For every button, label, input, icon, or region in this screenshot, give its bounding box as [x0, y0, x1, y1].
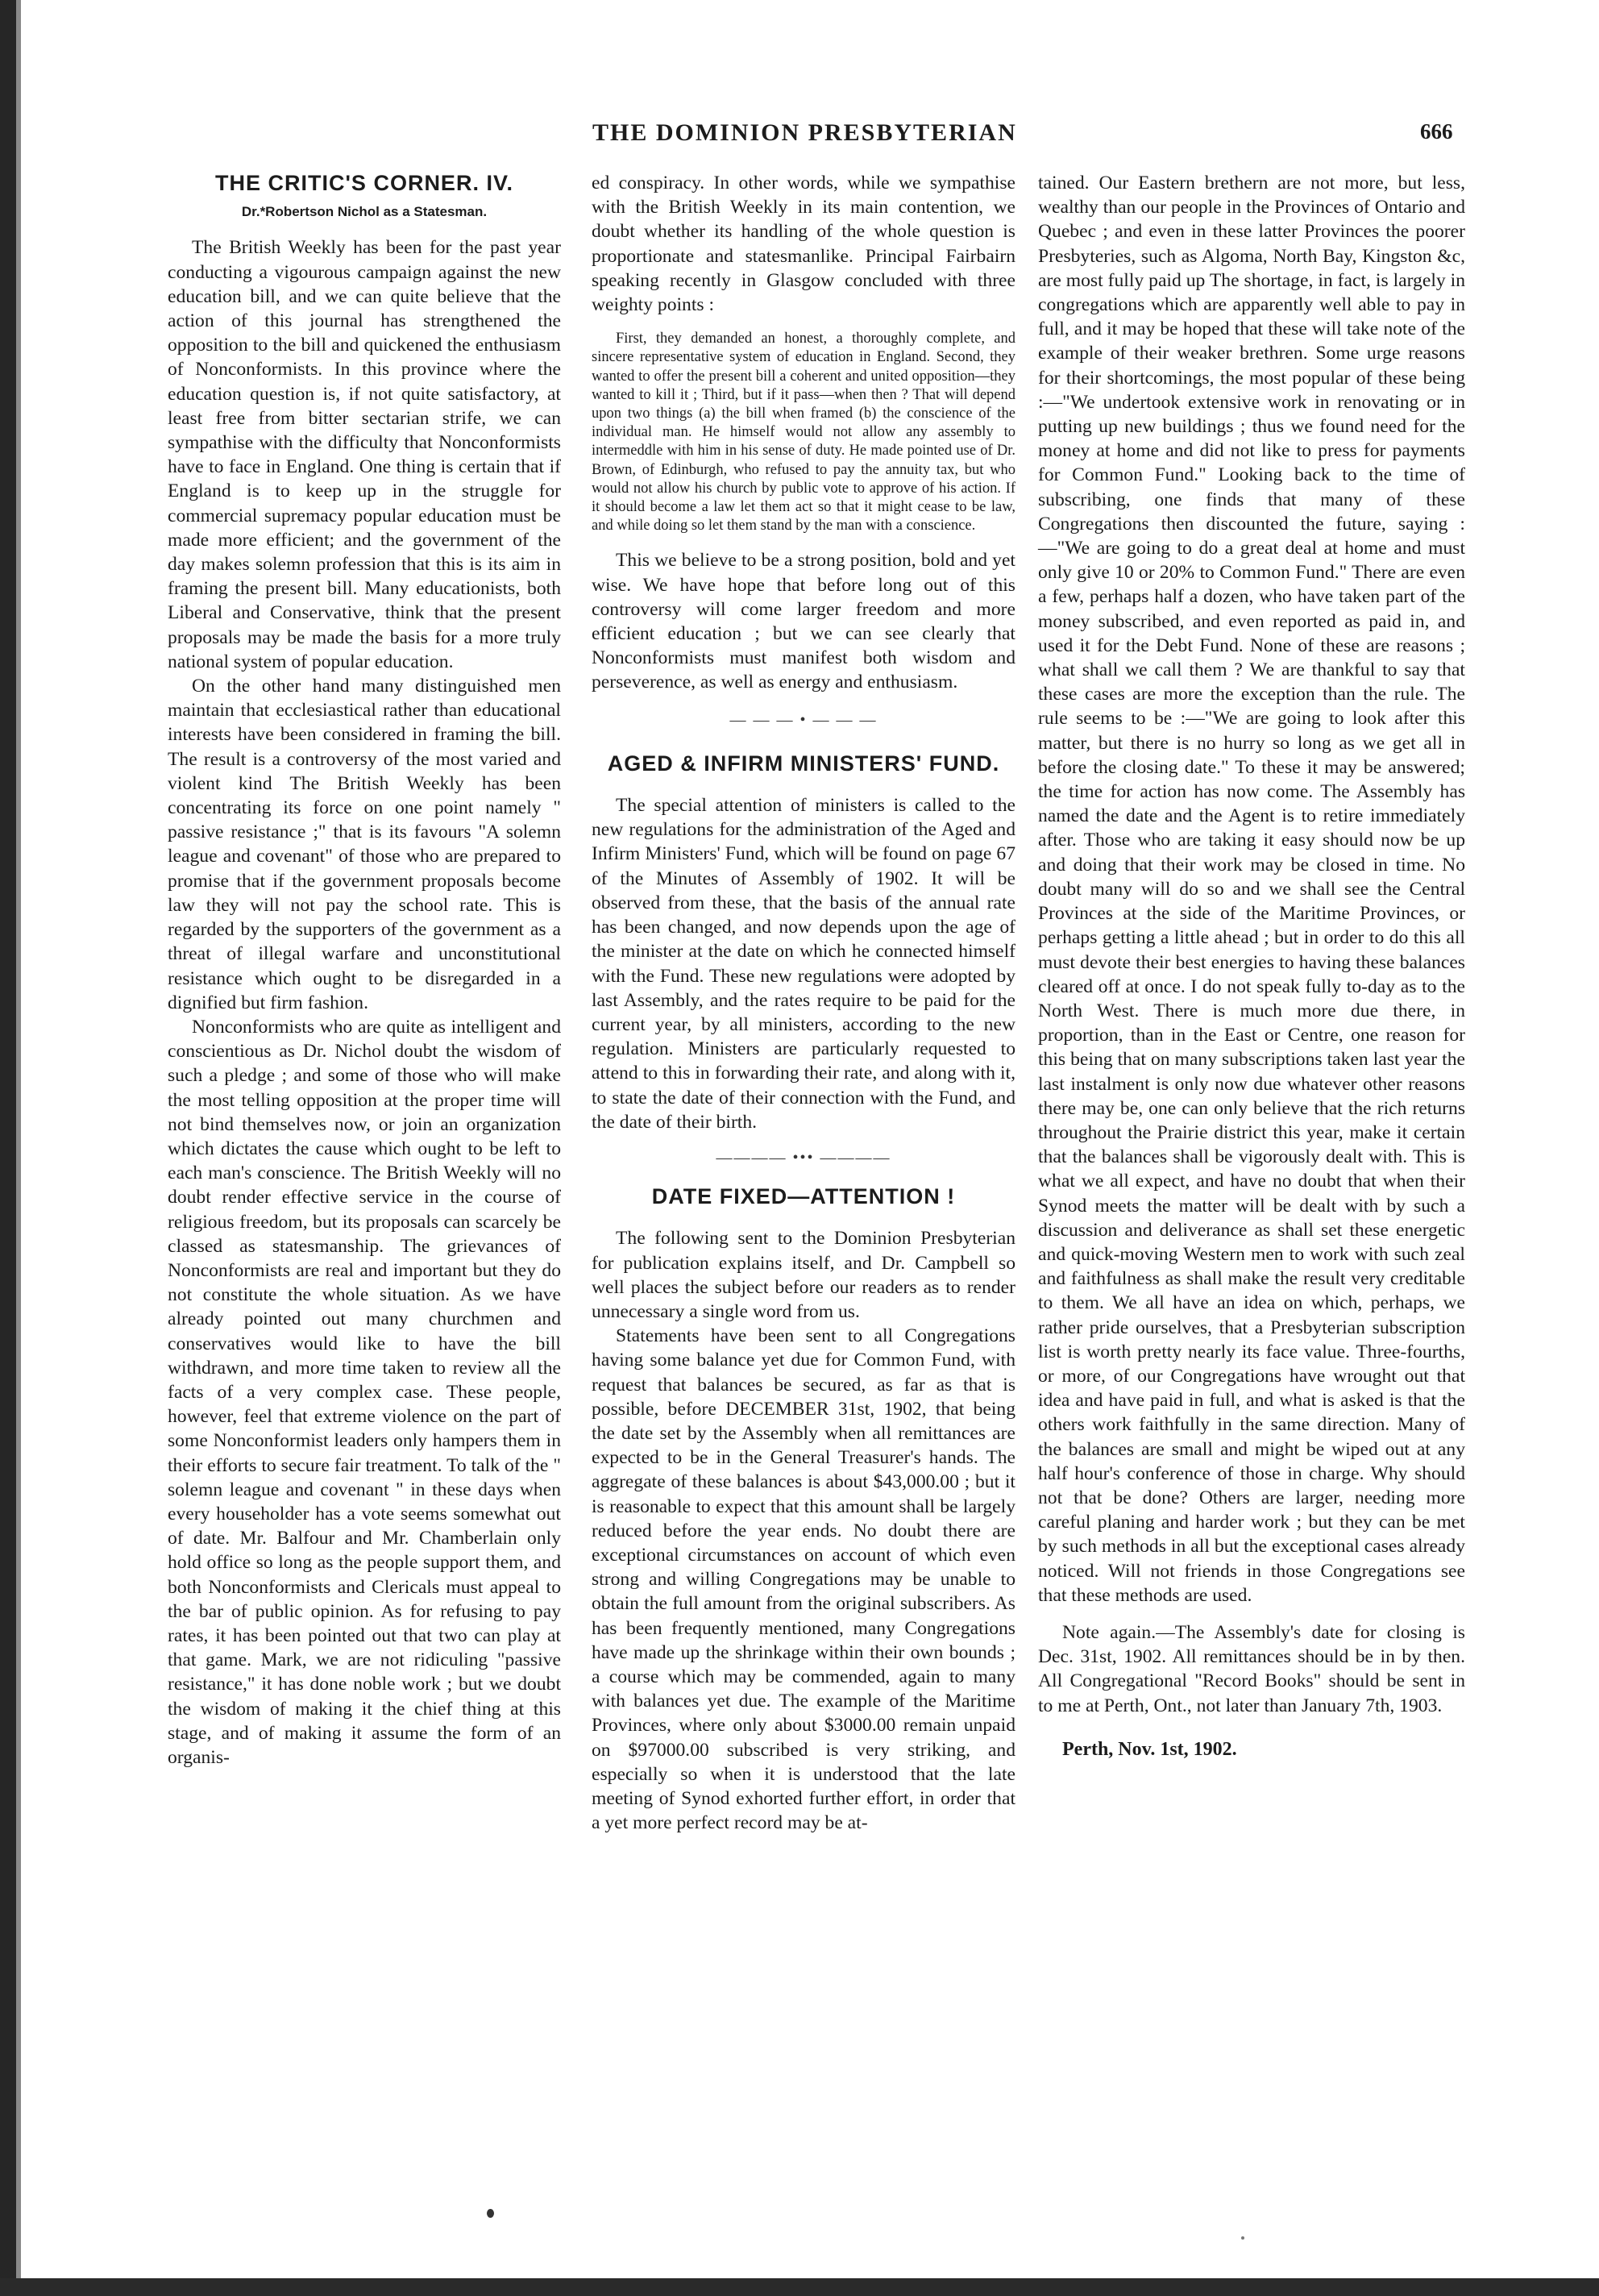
- print-speck: [1241, 2236, 1244, 2240]
- block-quote: First, they demanded an honest, a thoroughly complete, and sincere representative system of education in England. Second, they wanted to offer the present bill a coherent and united opposition—they wanted to kill it ; Third, but if it pass—when then ? That will depend upon two things (a) the bill when framed (b) the conscience of the individual man. He himself would not allow any assembly to intermeddle with him in his sense of duty. He made pointed use of Dr. Brown, of Edinburgh, who refused to pay the annuity tax, but who would not allow his church by public vote to approve of his action. If it should become a law let them act so that it might cease to be law, and while doing so let them stand by the man with a conscience.: [592, 331, 1015, 534]
- article-heading-aged-infirm-fund: AGED & INFIRM MINISTERS' FUND.: [607, 751, 1000, 776]
- paragraph: The special attention of ministers is called to the new regulations for the administration of the Aged and Infirm Ministers' Fund, which will be found on page 67 of the Minutes of Assembly of 1902. It will be observed from these, that the basis of the annual rate has been changed, and now depends upon the age of the minister at the date on which he connected himself with the Fund. These new regulations were adopted by last Assembly, and the rates require to be paid for the current year, by all ministers, according to the new regulation. Ministers are particularly requested to attend to this in forwarding their rate, and along with it, to state the date of their connection with the Fund, and the date of their birth.: [592, 795, 1015, 1133]
- paragraph-note: Note again.—The Assembly's date for closing is Dec. 31st, 1902. All remittances should be in by then. All Congregational "Record Books" should be sent in to me at Perth, Ont., not later than January 7th, 1903.: [1038, 1621, 1465, 1716]
- section-divider: ———— ••• ————: [716, 1148, 891, 1167]
- section-divider: — — — • — — —: [729, 710, 878, 729]
- paragraph: The British Weekly has been for the past year conducting a vigourous campaign against the new education bill, and we can quite believe that the action of this journal has strengthened the opposition to the bill and quickened the enthusiasm of Nonconformists. In this province where the education question is, if not quite satisfactory, at least free from bitter sectarian strife, we can sympathise with the difficulty that Nonconformists have to face in England. One thing is certain that if England is to keep up in the struggle for commercial supremacy popular education must be made more efficient; and the government of the day makes solemn profession that this is its aim in framing the present bill. Many educationists, both Liberal and Conservative, think that the present proposals may be made the basis for a more truly national system of popular education.: [168, 237, 561, 672]
- column-2: [592, 171, 1015, 1835]
- paragraph: On the other hand many distinguished men maintain that ecclesiastical rather than educational interests have been considered in framing the bill. The result is a controversy of the most varied and violent kind The British Weekly has been concentrating its force on one point namely " passive resistance ;" that is its favours "A solemn league and covenant" of those who are prepared to promise that if the government proposals become law they will not pay the school rate. This is regarded by the supporters of the government as a threat of illegal warfare and unconstitutional resistance which ought to be disregarded in a dignified but firm fashion.: [168, 676, 561, 1013]
- page-number: 666: [1420, 119, 1453, 144]
- paragraph: This we believe to be a strong position, bold and yet wise. We have hope that before long out of this controversy will come larger freedom and more efficient education ; but we can see clearly that Nonconformists must manifest both wisdom and perseverence, as well as energy and enthusiasm.: [592, 550, 1015, 693]
- signoff: Perth, Nov. 1st, 1902.: [1062, 1738, 1237, 1760]
- paragraph: Nonconformists who are quite as intelligent and conscientious as Dr. Nichol doubt the wisdom of such a pledge ; and some of those who will make the most telling opposition at the proper time will not bind themselves now, or join an organization which dictates the cause which ought to be left to each man's conscience. The British Weekly will no doubt render effective service in the course of religious freedom, but its proposals can scarcely be classed as statesmanship. The grievances of Nonconformists are real and important but they do not constitute the whole situation. As we have already pointed out many churchmen and conservatives would like to have the bill withdrawn, and more time taken to review all the facts of a very complex case. These people, however, feel that extreme violence on the part of some Nonconformist leaders only hampers them in their efforts to secure fair treatment. To talk of the " solemn league and covenant " in these days when every householder has a vote seems somewhat out of date. Mr. Balfour and Mr. Chamberlain only hold office so long as the people support them, and both Nonconformists and Clericals must appeal to the bar of public opinion. As for refusing to pay rates, it has been pointed out that two can play at that game. Mark, we are not ridiculing "passive resistance," it has done noble work ; but we doubt the wisdom of making it the chief thing at this stage, and of making it assume the form of an organis-: [168, 1016, 561, 1768]
- paragraph-continued: ed conspiracy. In other words, while we sympathise with the British Weekly in its main contention, we doubt whether its handling of the whole question is proportionate and statesmanlike. Principal Fairbairn speaking recently in Glasgow concluded with three weighty points :: [592, 173, 1015, 316]
- page-header: [0, 119, 1599, 152]
- column-3: [1038, 171, 1465, 1762]
- column-1: [168, 171, 561, 1770]
- paragraph: Statements have been sent to all Congregations having some balance yet due for Common Fund, with request that balances be secured, as far as that is possible, before DECEMBER 31st, 1902, that being the date set by the Assembly when all remittances are expected to be in the General Treasurer's hands. The aggregate of these balances is about $43,000.00 ; but it is reasonable to expect that this amount shall be largely reduced before the year ends. No doubt there are exceptional circumstances on account of which even strong and willing Congregations may be unable to obtain the full amount from the original subscribers. As has been frequently mentioned, many Congregations have made up the shrinkage within their own bounds ; a course which may be commended, again to many with balances yet due. The example of the Maritime Provinces, where only about $3000.00 remain unpaid on $97000.00 subscribed is very striking, and especially so when it is understood that the late meeting of Synod exhorted further effort, in order that a yet more perfect record may be at-: [592, 1325, 1015, 1834]
- print-mark: [487, 2209, 494, 2218]
- article-heading-date-fixed: DATE FIXED—ATTENTION !: [651, 1184, 956, 1209]
- paragraph: The following sent to the Dominion Presbyterian for publication explains itself, and Dr. Campbell so well places the subject before our readers as to render unnecessary a single word from us.: [592, 1228, 1015, 1322]
- running-title: THE DOMINION PRESBYTERIAN: [592, 119, 1017, 146]
- scan-bottom-edge: [0, 2278, 1599, 2296]
- article-byline: Dr.*Robertson Nichol as a Statesman.: [241, 204, 488, 220]
- scan-left-binding-edge: [0, 0, 16, 2296]
- article-heading-critics-corner: THE CRITIC'S CORNER. IV.: [215, 171, 513, 195]
- paragraph-continued: tained. Our Eastern brethern are not more, but less, wealthy than our people in the Provinces of Ontario and Quebec ; and even in these latter Provinces the poorer Presbyteries, such as Algoma, North Bay, Kingston &c, are most fully paid up The shortage, in fact, is largely in congregations which are apparently well able to pay in full, and it may be hoped that these will take note of the example of their weaker brethren. Some urge reasons for their shortcomings, the most popular of these being :—"We undertook extensive work in renovating or in putting up new buildings ; thus we found need for the money at home and did not like to press for payments for Common Fund." Looking back to the time of subscribing, one finds that many of these Congregations then discounted the future, saying :—"We are going to do a great deal at home and must only give 10 or 20% to Common Fund." There are even a few, perhaps half a dozen, who have taken part of the money subscribed, and even reported as paid in, and used it for the Debt Fund. None of these are reasons ; what shall we call them ? We are thankful to say that these cases are more the exception than the rule. The rule seems to be :—"We are going to look after this matter, but there is no hurry so long as we get all in before the closing date." To these it may be answered; the time for action has now come. The Assembly has named the date and the Agent is to retire immediately after. Those who are taking it easy should now be up and doing that their work may be closed in time. No doubt many will do so and we shall see the Central Provinces at the side of the Maritime Provinces, or perhaps getting a little ahead ; but in order to do this all must devote their best energies to having these balances cleared off at once. I do not speak fully to-day as to the North West. There is much more due there, in proportion, than in the East or Centre, one reason for this being that on many subscriptions taken last year the last instalment is only now due whatever other reasons there may be, one can only believe that the rich returns throughout the Prairie district this year, make it certain that the balances shall be vigorously dealt with. This is what we all expect, and have no doubt that when their Synod meets the matter will be dealt with by such a discussion and deliverance as shall set these energetic and quick-moving Western men to work with such zeal and faithfulness as shall make the result very creditable to them. We all have an idea on which, perhaps, we rather pride ourselves, that a Presbyterian subscription list is worth pretty nearly its face value. Three-fourths, or more, of our Congregations have wrought out that idea and have paid in full, and what is asked is that the others work faithfully in the same direction. Many of the balances are small and might be wiped out at any half hour's conference of those in charge. Why should not that be done? Others are larger, needing more careful planing and harder work ; but they can be met by such methods in all but the exceptional cases already noticed. Will not friends in those Congregations see that these methods are used.: [1038, 173, 1465, 1606]
